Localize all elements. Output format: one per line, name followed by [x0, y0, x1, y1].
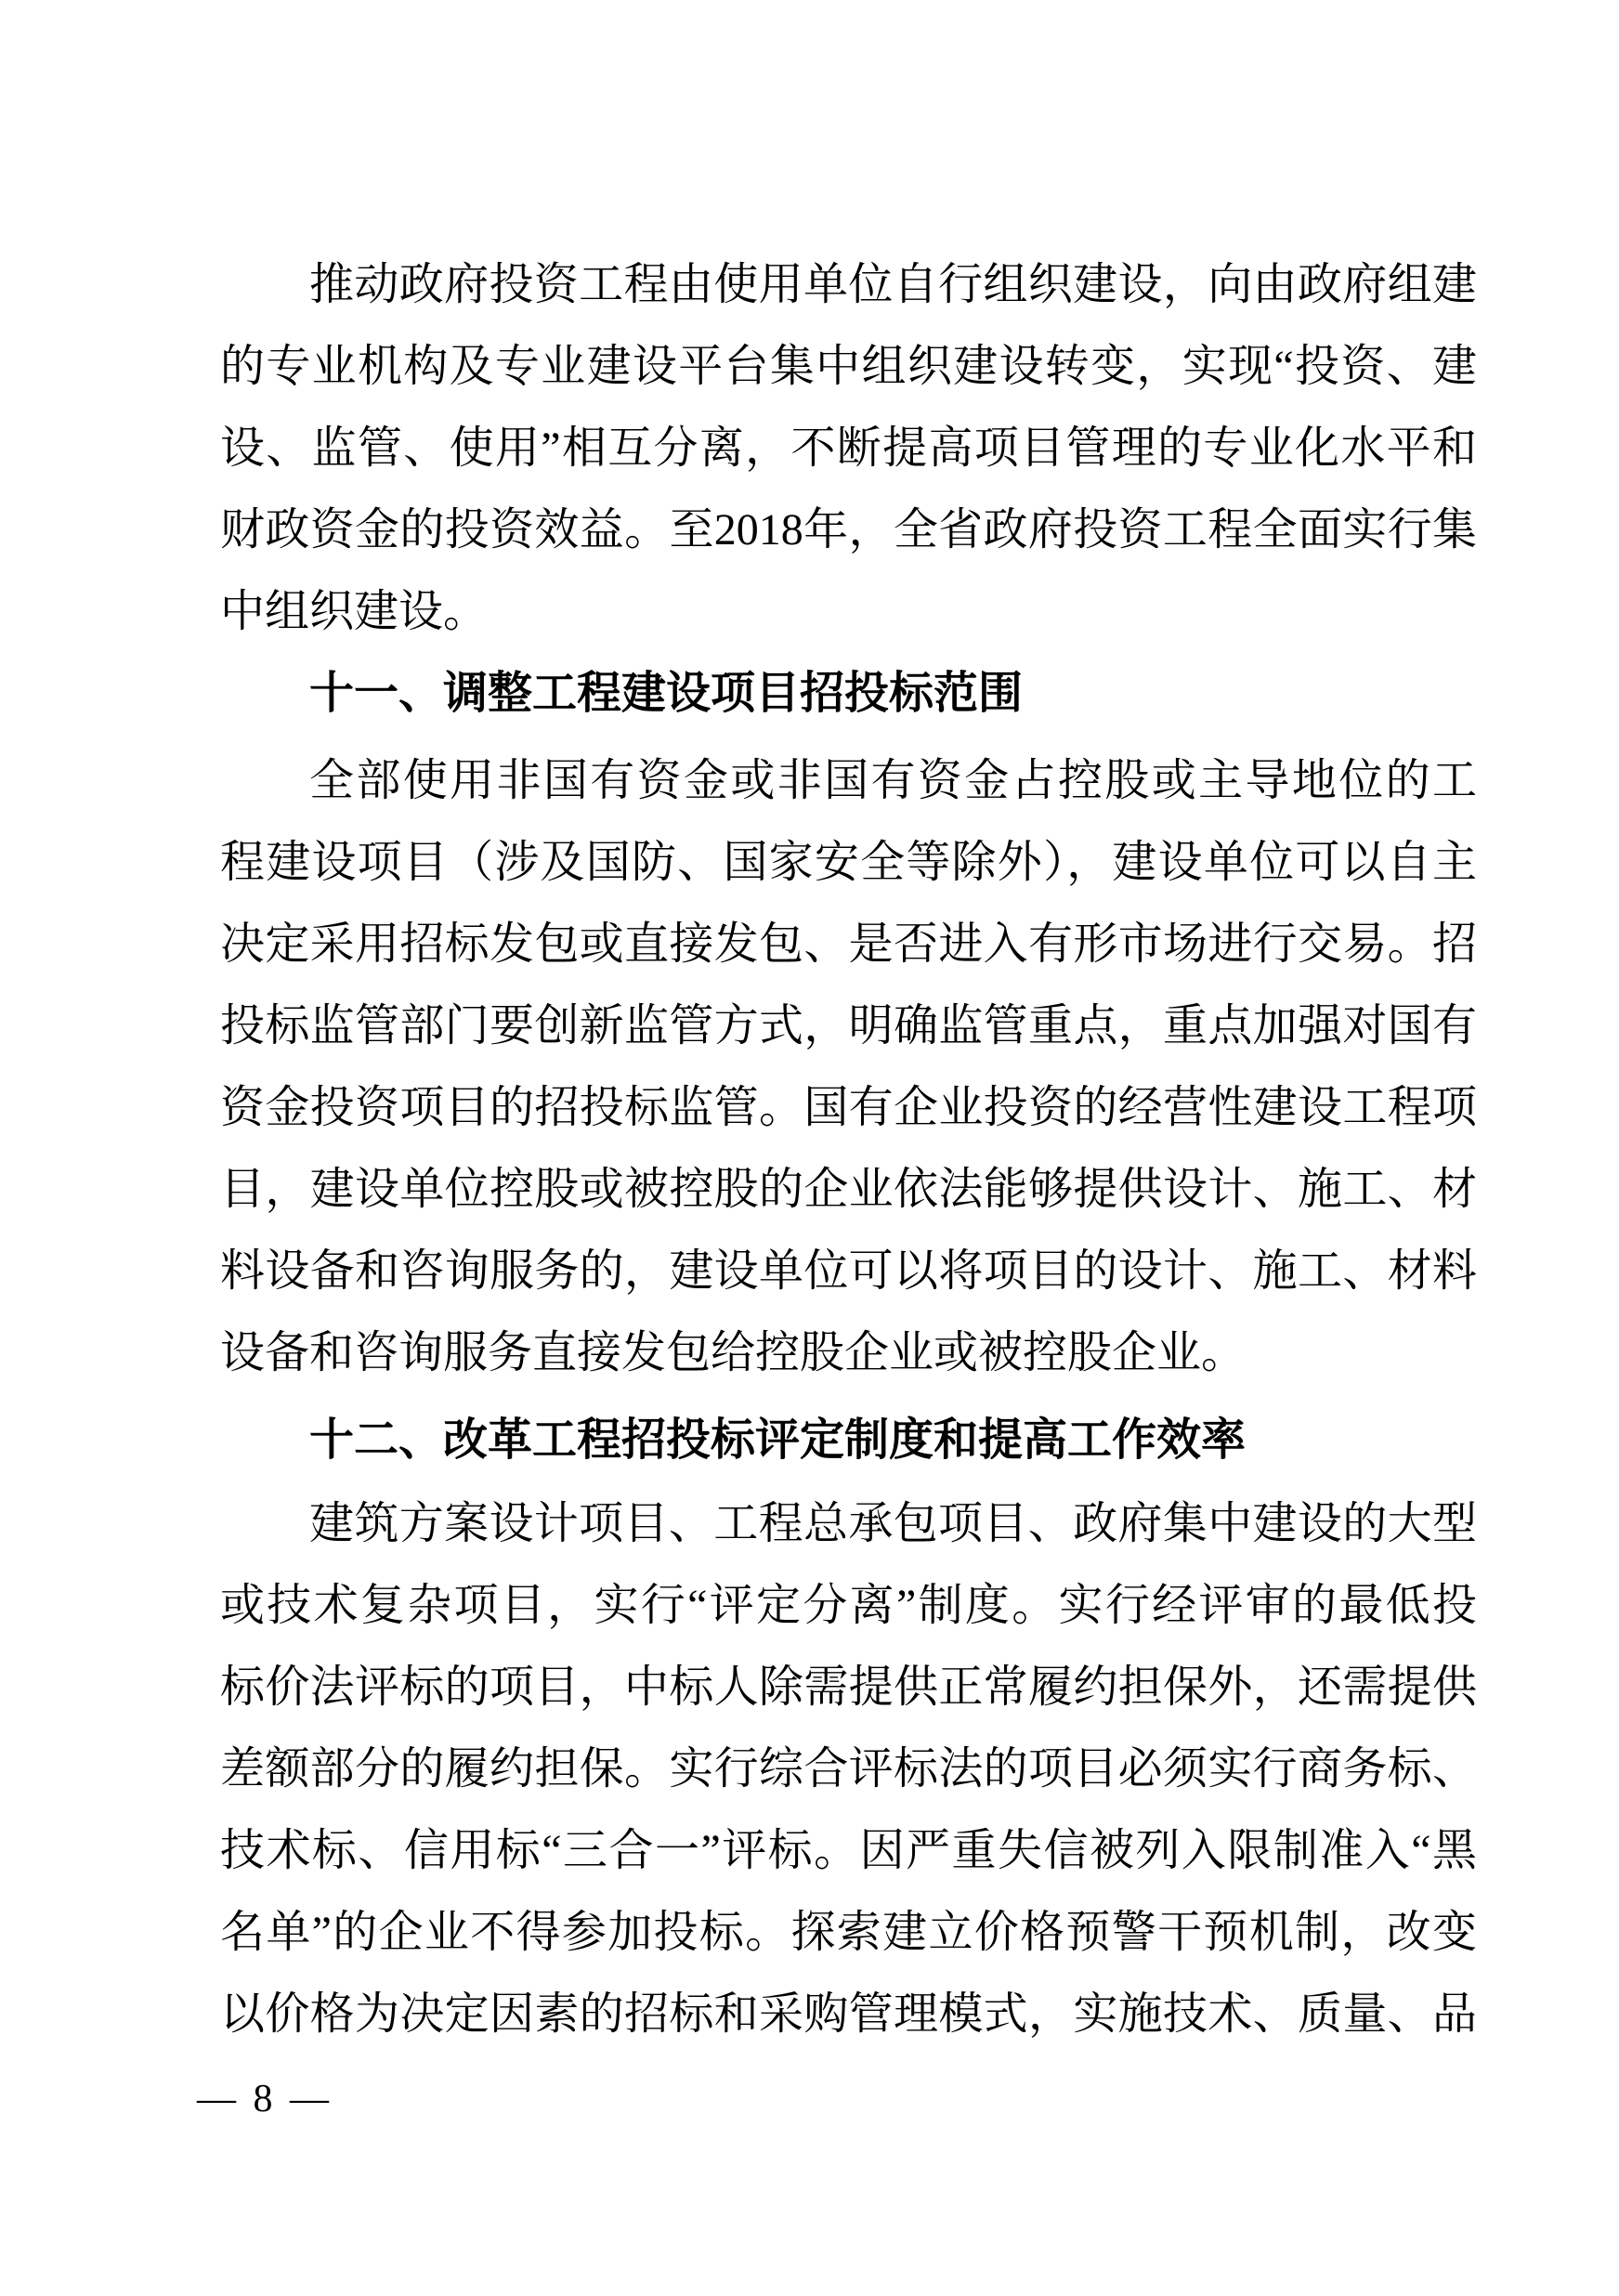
text-line: 财政资金的投资效益。至2018年，全省政府投资工程全面实行集: [220, 505, 1477, 554]
text-line: 料设备和咨询服务的，建设单位可以将项目的设计、施工、材料: [220, 1246, 1477, 1296]
text-line: 建筑方案设计项目、工程总承包项目、政府集中建设的大型: [309, 1499, 1477, 1548]
section-11: [220, 653, 1477, 735]
text-line: 标价法评标的项目，中标人除需提供正常履约担保外，还需提供: [220, 1663, 1477, 1712]
text-line: 设备和咨询服务直接发包给控股企业或被控股企业。: [220, 1328, 1247, 1377]
text-line: 技术标、信用标“三合一”评标。因严重失信被列入限制准入“黑: [220, 1826, 1477, 1875]
text-line: 目，建设单位控股或被控股的企业依法能够提供设计、施工、材: [220, 1165, 1477, 1214]
text-line: 设、监管、使用”相互分离，不断提高项目管理的专业化水平和: [220, 424, 1477, 473]
paragraph-2: [220, 740, 1477, 1394]
page-number: — 8 —: [197, 2078, 333, 2120]
text-line: 差额部分的履约担保。实行综合评标法的项目必须实行商务标、: [220, 1744, 1477, 1794]
text-line: 推动政府投资工程由使用单位自行组织建设，向由政府组建: [309, 260, 1477, 309]
paragraph-1: [220, 244, 1477, 653]
paragraph-3: [220, 1483, 1477, 2055]
text-line: 中组织建设。: [220, 587, 489, 636]
section-12: [220, 1400, 1477, 1481]
section-heading-11: 十一、调整工程建设项目招投标范围: [309, 669, 1024, 718]
text-line: 决定采用招标发包或直接发包、是否进入有形市场进行交易。招: [220, 920, 1477, 969]
text-line: 资金投资项目的招投标监管。国有企业投资的经营性建设工程项: [220, 1083, 1477, 1132]
text-line: 程建设项目（涉及国防、国家安全等除外），建设单位可以自主: [220, 838, 1477, 887]
section-heading-12: 十二、改革工程招投标评定制度和提高工作效率: [309, 1415, 1247, 1465]
text-line: 以价格为决定因素的招标和采购管理模式，实施技术、质量、品: [220, 1989, 1477, 2039]
text-line: 投标监管部门要创新监管方式，明确监管重点，重点加强对国有: [220, 1001, 1477, 1050]
text-line: 全部使用非国有资金或非国有资金占控股或主导地位的工: [309, 756, 1477, 805]
text-line: 或技术复杂项目，实行“评定分离”制度。实行经评审的最低投: [220, 1581, 1477, 1630]
text-line: 的专业机构及专业建设平台集中组织建设转变，实现“投资、建: [220, 342, 1477, 391]
text-line: 名单”的企业不得参加投标。探索建立价格预警干预机制，改变: [220, 1908, 1477, 1957]
